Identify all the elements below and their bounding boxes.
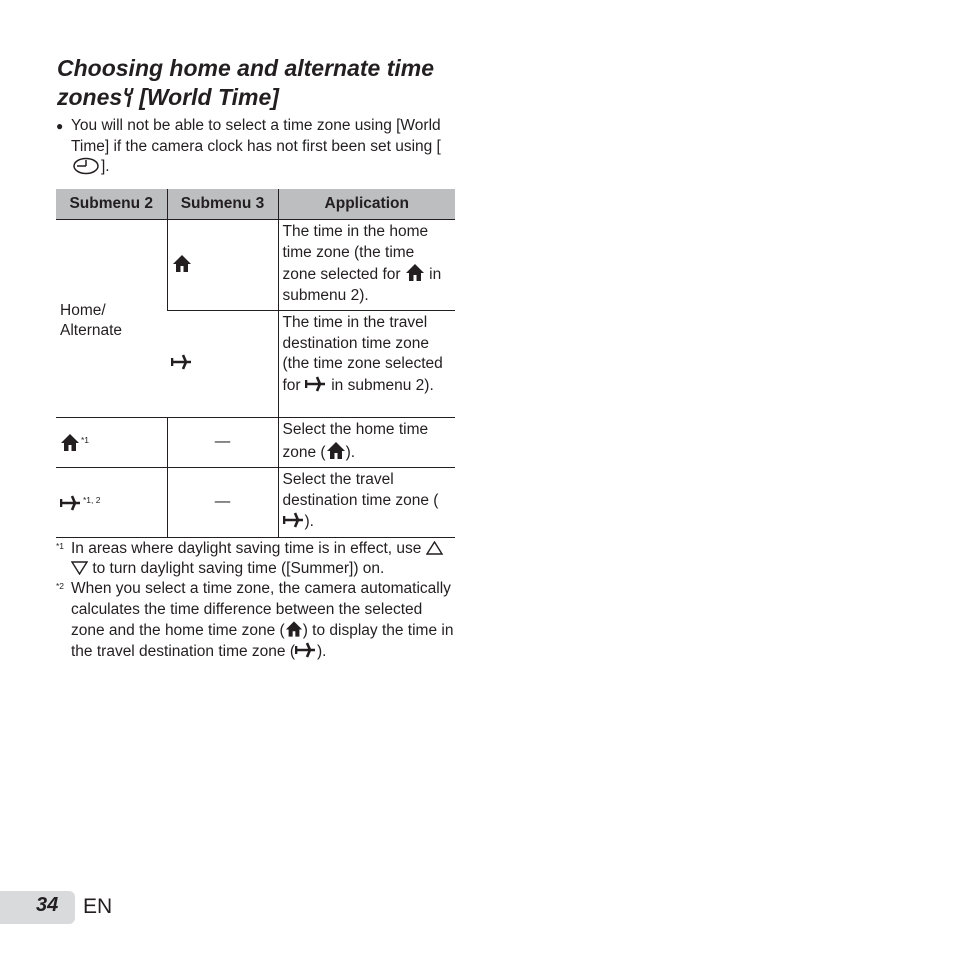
title-world-time: [World Time] <box>139 84 279 110</box>
cell-home-time-application <box>278 418 455 468</box>
table-header-row <box>56 189 455 220</box>
section-title <box>57 54 457 112</box>
airplane-icon <box>283 511 305 529</box>
table-row-home-time <box>56 418 455 468</box>
triangle-down-icon <box>71 561 88 575</box>
alternate-application-end: in submenu 2). <box>331 376 434 394</box>
airplane-icon <box>305 375 327 393</box>
travel-time-text: Select the travel destination time zone ( <box>282 471 439 509</box>
home-icon <box>326 441 346 460</box>
title-line-2 <box>57 83 457 112</box>
home-icon <box>60 433 80 452</box>
cell-travel-time-submenu2 <box>56 468 167 538</box>
cell-home-alternate: Home/ Alternate <box>56 220 167 418</box>
home-icon <box>285 620 303 638</box>
footnote-mark: *2 <box>56 581 65 592</box>
airplane-icon <box>60 494 82 512</box>
cell-travel-time-application <box>278 468 455 538</box>
header-submenu-3: Submenu 3 <box>167 189 278 220</box>
home-icon <box>405 263 425 282</box>
cell-home-time-submenu2 <box>56 418 167 468</box>
footnote-2-end: ). <box>317 643 327 661</box>
table-row-home <box>56 220 455 311</box>
triangle-up-icon <box>426 541 443 555</box>
page-number: 34 <box>36 894 59 916</box>
cell-alternate-submenu3 <box>167 311 278 418</box>
world-time-table <box>56 189 455 538</box>
setup-wrench-icon <box>124 86 136 108</box>
title-zones: zones <box>57 84 123 110</box>
header-submenu-2: Submenu 2 <box>56 189 167 220</box>
home-icon <box>172 254 192 273</box>
header-application: Application <box>278 189 455 220</box>
bullet-text <box>71 116 456 178</box>
bullet-text-main: You will not be able to select a time zone using [World Time] if the camera clock has not first been set using [ <box>71 117 441 155</box>
footnote-ref: *1, 2 <box>83 494 101 505</box>
dash-mark: — <box>214 493 231 510</box>
table-row-travel-time <box>56 468 455 538</box>
language-code: EN <box>83 895 113 918</box>
bullet-dot: ● <box>56 119 64 133</box>
home-time-end: ). <box>345 443 356 461</box>
footnote-1-end: to turn daylight saving time ([Summer]) on. <box>92 560 385 578</box>
cell-travel-time-submenu3 <box>167 468 278 538</box>
cell-home-submenu3 <box>167 220 278 311</box>
footnote-mark: *1 <box>56 541 65 551</box>
footnote-2-middle: ) to display the time in the travel destination time zone ( <box>71 621 454 661</box>
footnotes <box>56 539 456 662</box>
footnote-1-text: In areas where daylight saving time is in effect, use <box>71 540 422 557</box>
airplane-icon <box>295 641 317 659</box>
travel-time-end: ). <box>304 513 314 530</box>
bullet-text-end: ]. <box>101 158 110 175</box>
footnote-2 <box>56 579 456 662</box>
clock-icon <box>72 157 100 175</box>
cell-alternate-application <box>278 311 455 418</box>
airplane-icon <box>171 353 193 371</box>
home-time-text: Select the home time zone ( <box>282 421 429 461</box>
bullet-note <box>56 116 456 178</box>
title-line-1: Choosing home and alternate time <box>57 55 434 81</box>
dash-mark: — <box>214 433 231 451</box>
footnote-2-text: When you select a time zone, the camera automatically calculates the time difference between the selected zone and the home time zone ( <box>71 580 451 639</box>
alternate-application-text: The time in the travel destination time zone (the time zone selected for <box>282 314 443 394</box>
footnote-1 <box>56 539 456 579</box>
cell-home-time-submenu3 <box>167 418 278 468</box>
footnote-ref: *1 <box>81 434 90 445</box>
cell-home-application <box>278 220 455 311</box>
home-application-text: The time in the home time zone (the time zone selected for <box>282 223 429 283</box>
home-application-end: in submenu 2). <box>282 266 442 304</box>
